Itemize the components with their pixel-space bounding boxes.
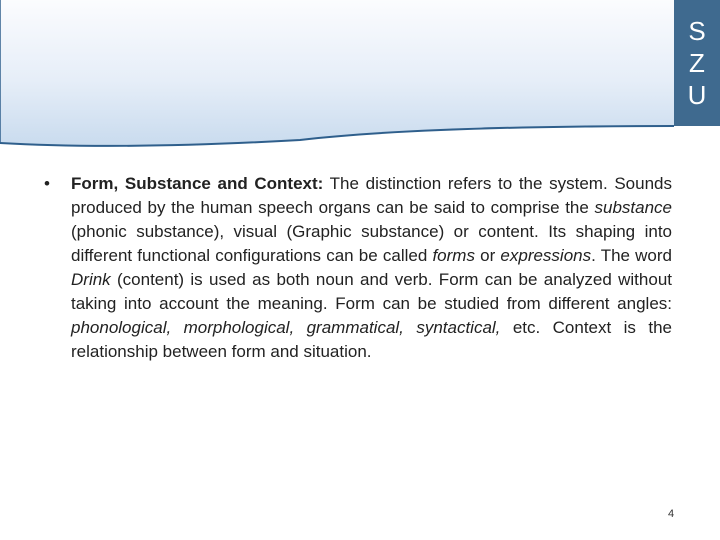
text-run: etc. Context is the relationship between form and situation.: [71, 318, 672, 361]
logo-letter-u: U: [687, 80, 707, 110]
banner-shape: [0, 0, 674, 146]
text-run: The distinction refers to the system. Sounds produced by the human speech organs can be said to comprise the: [71, 174, 672, 217]
text-run: or: [474, 246, 501, 265]
term-heading: Form, Substance and Context:: [71, 174, 324, 193]
text-run: . The word: [591, 246, 673, 265]
text-run: (content) is used as both noun and verb. Form can be analyzed without taking into account the meaning. Form can be studied from different angles:: [71, 270, 672, 313]
university-logo: [674, 0, 720, 126]
italic-term: substance: [594, 198, 672, 217]
header-banner: [0, 0, 680, 150]
text-run: (phonic substance), visual (Graphic substance) or content. Its shaping into different functional configurations can be called: [71, 222, 672, 265]
bullet-marker: •: [44, 174, 50, 193]
italic-term: Drink: [71, 270, 111, 289]
bullet-paragraph: [71, 172, 672, 364]
logo-letter-s: S: [688, 16, 706, 46]
italic-term: phonological, morphological, grammatical, syntactical,: [71, 318, 501, 337]
slide-content: [44, 172, 672, 364]
page-number: 4: [668, 508, 675, 520]
italic-term: forms: [432, 246, 475, 265]
italic-term: expressions: [500, 246, 592, 265]
logo-letter-z: Z: [689, 48, 705, 78]
